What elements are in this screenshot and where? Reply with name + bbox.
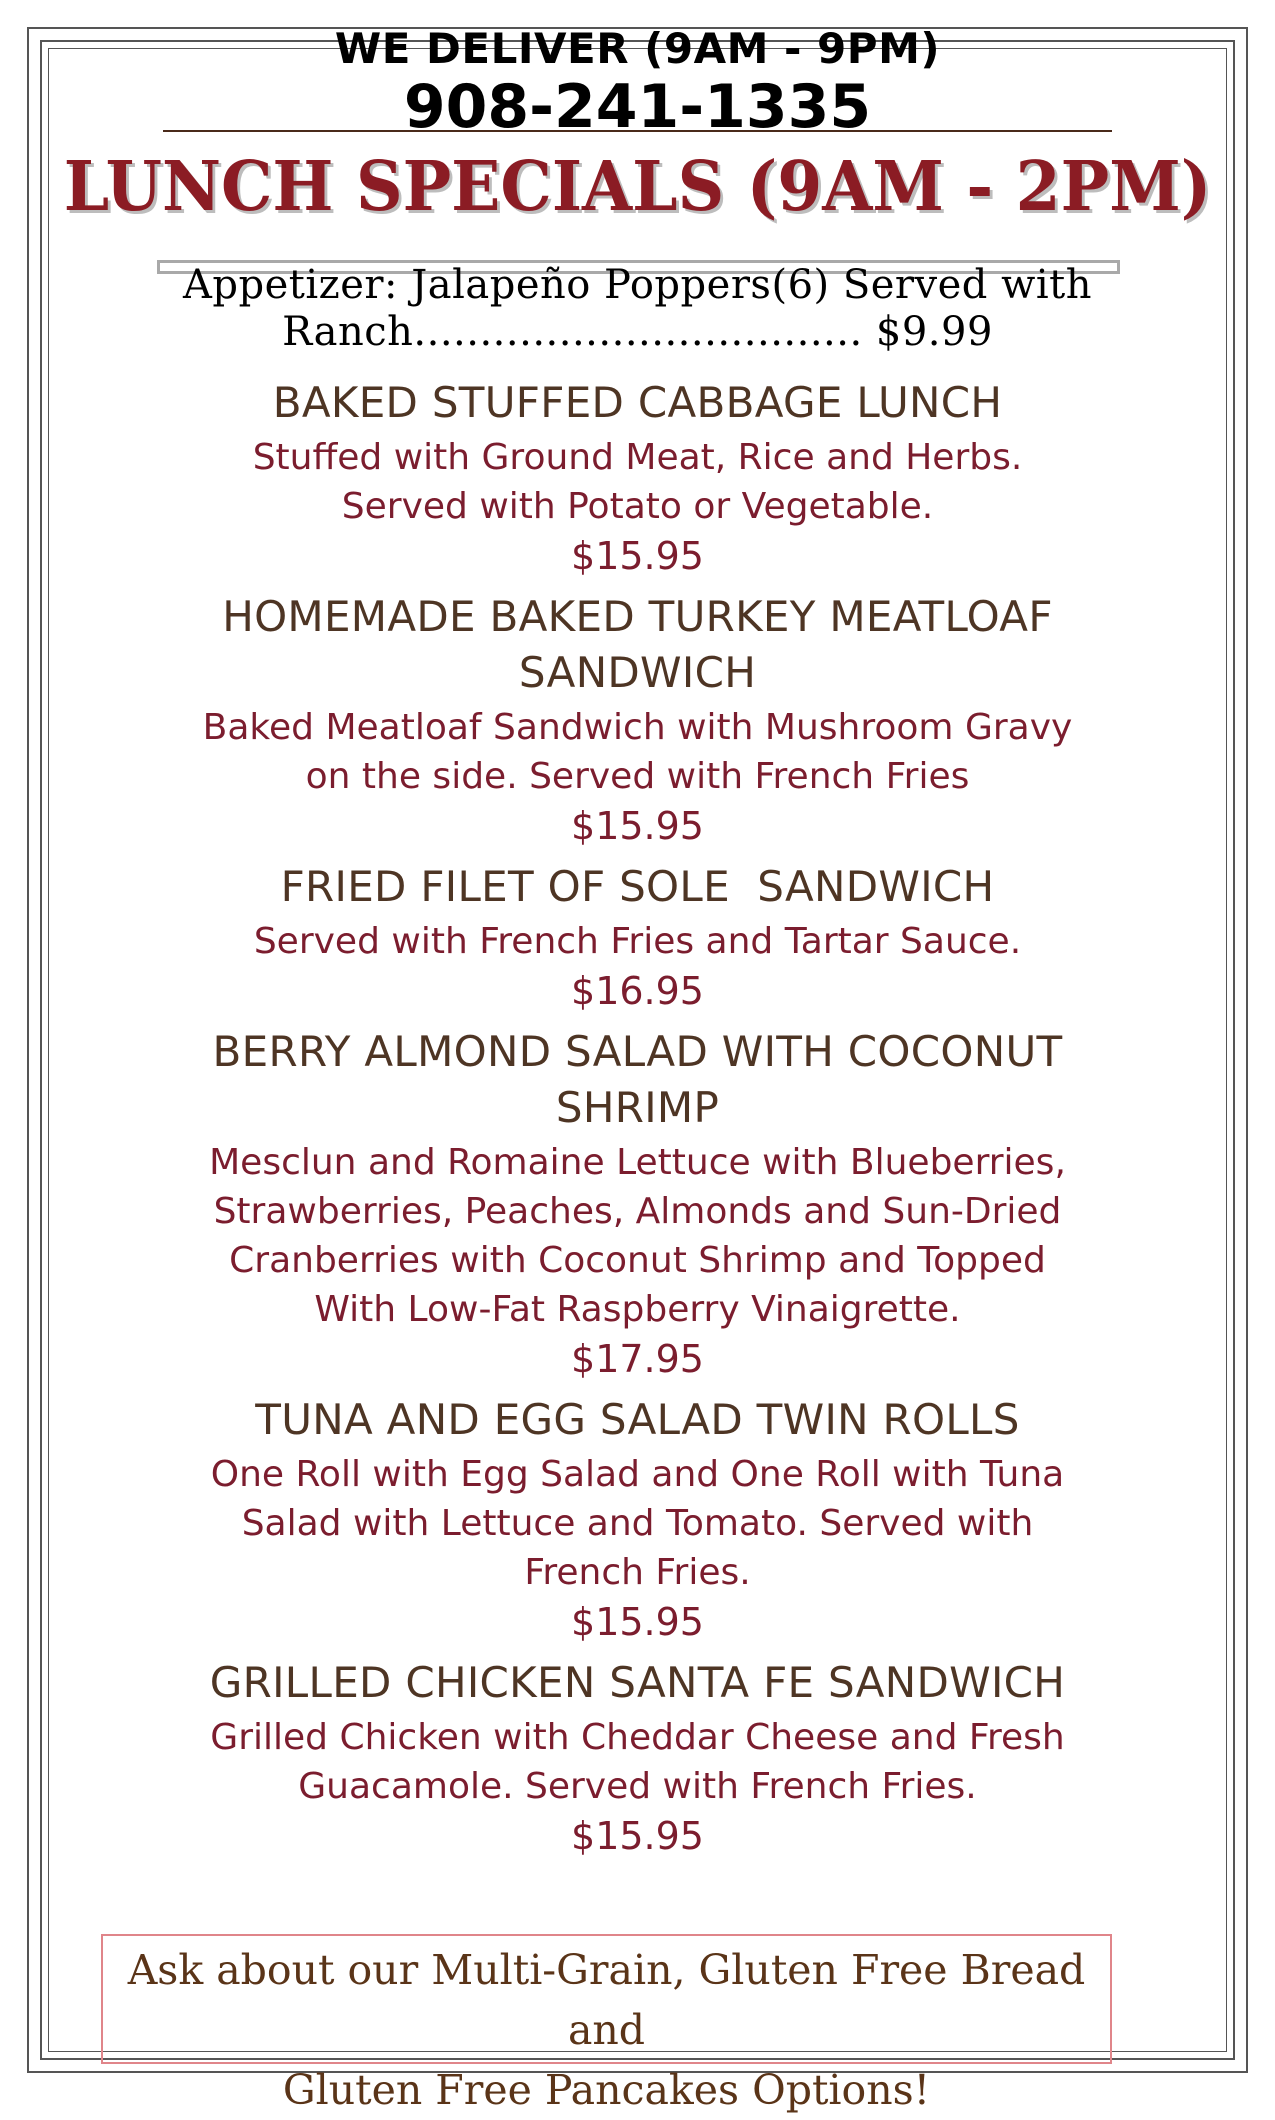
- item-price: $15.95: [571, 1600, 704, 1644]
- menu-item: [150, 375, 1125, 581]
- gluten-free-notice: [101, 1940, 1112, 2120]
- menu-item: [150, 589, 1125, 851]
- item-description: [150, 915, 1125, 966]
- menu-item: [150, 1655, 1125, 1861]
- item-description-line: Strawberries, Peaches, Almonds and Sun-Dried: [213, 1191, 1062, 1232]
- page-title: LUNCH SPECIALS (9AM - 2PM): [63, 147, 1212, 227]
- item-description: [150, 1136, 1125, 1334]
- item-description-line: With Low-Fat Raspberry Vinaigrette.: [314, 1289, 961, 1330]
- item-price: $15.95: [571, 534, 704, 578]
- notice-line: Gluten Free Pancakes Options!: [282, 2066, 931, 2114]
- phone-number[interactable]: 908-241-1335: [403, 72, 872, 142]
- menu-item: [150, 1392, 1125, 1647]
- delivery-hours: WE DELIVER (9AM - 9PM): [334, 24, 941, 73]
- item-description-line: Mesclun and Romaine Lettuce with Blueberries,: [209, 1142, 1066, 1183]
- item-description-line: Guacamole. Served with French Fries.: [298, 1766, 977, 1807]
- item-description-line: Grilled Chicken with Cheddar Cheese and Fresh: [210, 1717, 1065, 1758]
- appetizer-price-text: Ranch.................................. $9.99: [282, 309, 993, 355]
- item-name: BERRY ALMOND SALAD WITH COCONUT SHRIMP: [212, 1027, 1063, 1132]
- item-name: FRIED FILET OF SOLE SANDWICH: [280, 862, 995, 911]
- appetizer-line: [160, 262, 1115, 356]
- item-description-line: One Roll with Egg Salad and One Roll with Tuna: [210, 1454, 1065, 1495]
- item-description-line: Baked Meatloaf Sandwich with Mushroom Gravy: [202, 707, 1073, 748]
- item-price: $15.95: [571, 1814, 704, 1858]
- item-name: TUNA AND EGG SALAD TWIN ROLLS: [255, 1395, 1020, 1444]
- item-description: [150, 431, 1125, 531]
- menu-item: [150, 859, 1125, 1016]
- item-price: $16.95: [571, 969, 704, 1013]
- item-description: [150, 701, 1125, 801]
- item-description-line: on the side. Served with French Fries: [305, 756, 970, 797]
- notice-line: Ask about our Multi-Grain, Gluten Free Bread and: [127, 1946, 1086, 2054]
- appetizer-text: Appetizer: Jalapeño Poppers(6) Served with: [183, 262, 1092, 308]
- item-description: [150, 1448, 1125, 1597]
- menu-list: [150, 375, 1125, 1869]
- item-description-line: Cranberries with Coconut Shrimp and Topped: [229, 1240, 1046, 1281]
- item-description: [150, 1711, 1125, 1811]
- item-description-line: French Fries.: [524, 1552, 751, 1593]
- item-description-line: Served with Potato or Vegetable.: [341, 486, 934, 527]
- item-price: $17.95: [571, 1337, 704, 1381]
- menu-item: [150, 1024, 1125, 1384]
- item-description-line: Stuffed with Ground Meat, Rice and Herbs.: [252, 437, 1023, 478]
- item-description-line: Served with French Fries and Tartar Sauce.: [253, 921, 1022, 962]
- item-description-line: Salad with Lettuce and Tomato. Served with: [241, 1503, 1034, 1544]
- item-name: BAKED STUFFED CABBAGE LUNCH: [272, 378, 1003, 427]
- item-name: HOMEMADE BAKED TURKEY MEATLOAF SANDWICH: [222, 592, 1053, 697]
- item-name: GRILLED CHICKEN SANTA FE SANDWICH: [209, 1658, 1066, 1707]
- item-price: $15.95: [571, 804, 704, 848]
- header-divider: [163, 130, 1112, 132]
